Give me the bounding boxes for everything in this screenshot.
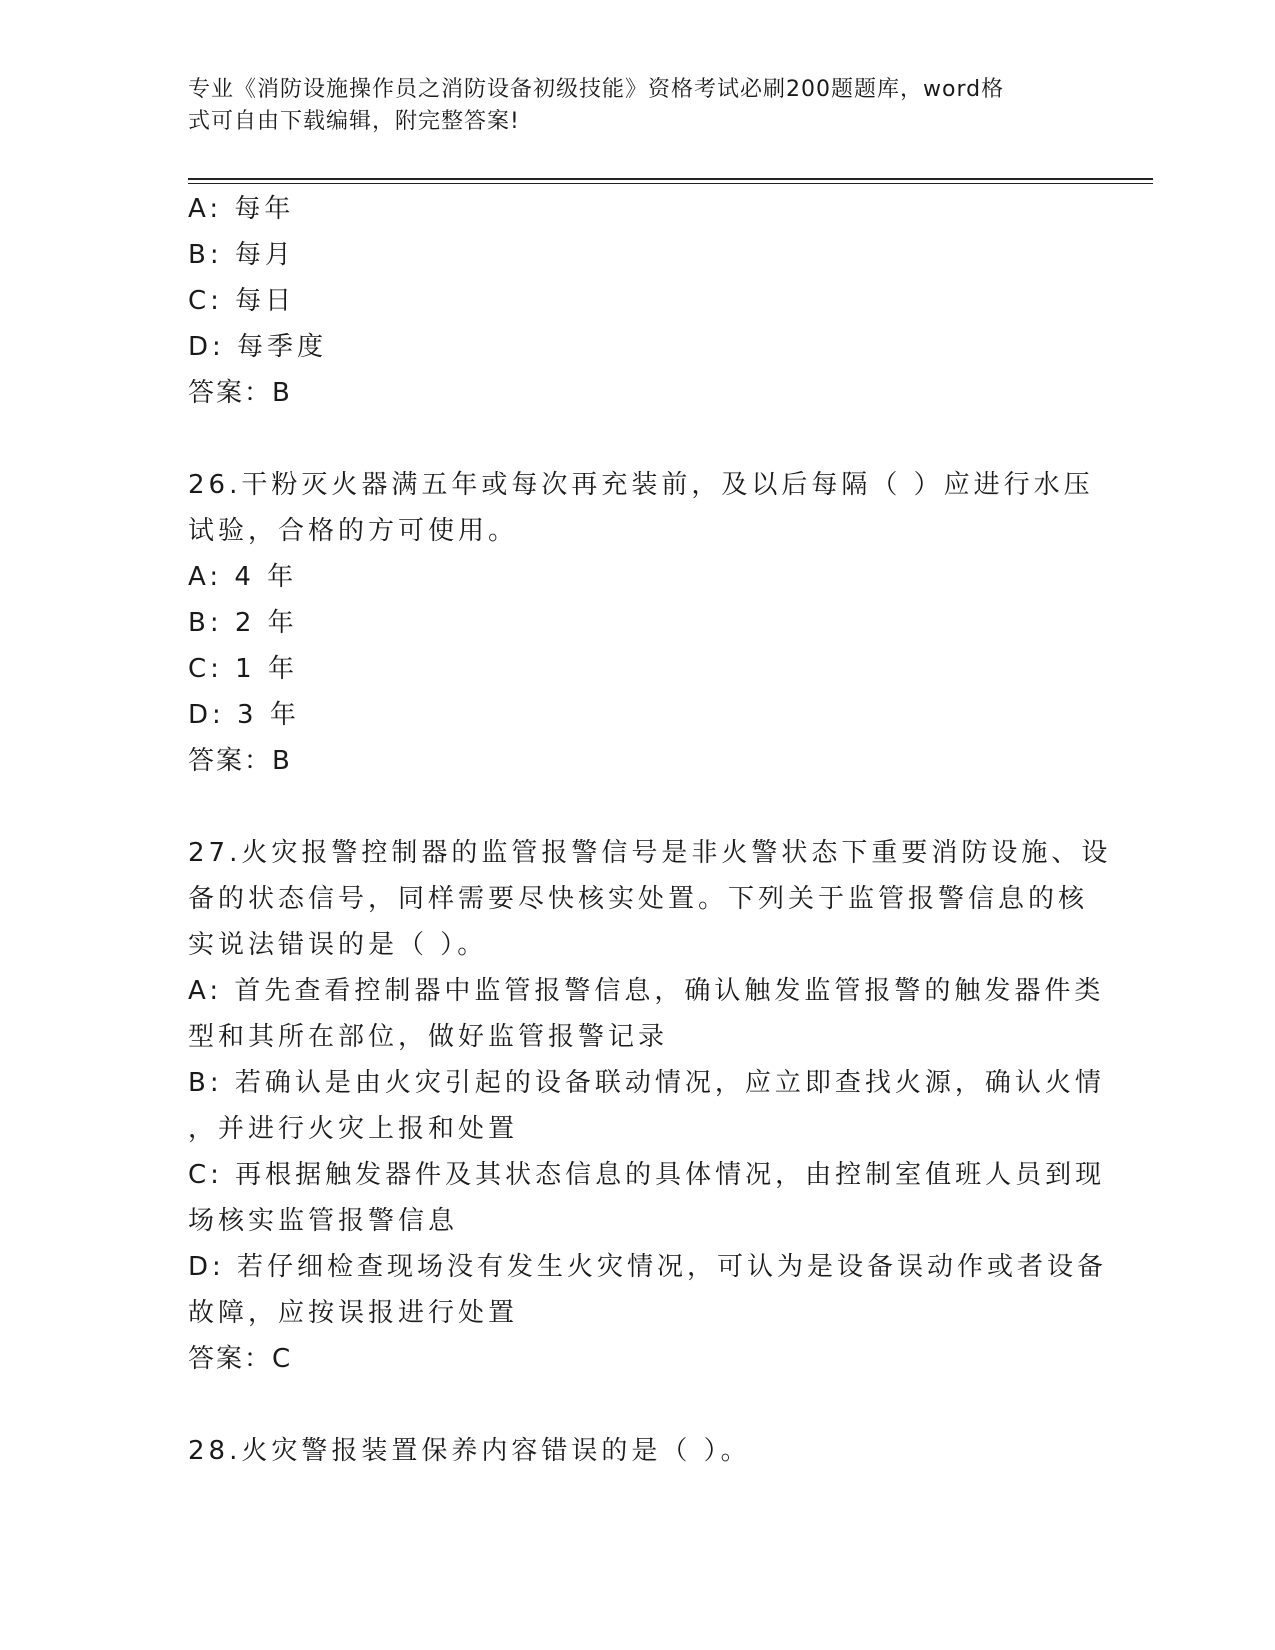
option-a: A: 首先查看控制器中监管报警信息，确认触发监管报警的触发器件类 <box>188 976 1105 1006</box>
page-header <box>188 74 1068 138</box>
option-a: A: 每年 <box>188 194 295 224</box>
answer-line: 答案：C <box>188 1344 293 1374</box>
option-d: D: 每季度 <box>188 332 328 362</box>
question-25 <box>188 186 1078 416</box>
option-c-continued: 场核实监管报警信息 <box>188 1206 459 1236</box>
option-b: B: 每月 <box>188 240 295 270</box>
question-text-line: 27.火灾报警控制器的监管报警信号是非火警状态下重要消防设施、设 <box>188 838 1112 868</box>
question-content <box>188 186 1112 1474</box>
spacer <box>188 784 1078 830</box>
question-text-line: 26.干粉灭火器满五年或每次再充装前，及以后每隔（ ）应进行水压 <box>188 470 1094 500</box>
option-b-continued: ，并进行火灾上报和处置 <box>188 1114 519 1144</box>
question-text-line: 实说法错误的是（ ）。 <box>188 930 488 960</box>
spacer <box>188 416 1078 462</box>
option-c: C: 再根据触发器件及其状态信息的具体情况，由控制室值班人员到现 <box>188 1160 1106 1190</box>
option-d: D: 3 年 <box>188 700 300 730</box>
option-d-continued: 故障，应按误报进行处置 <box>188 1298 519 1328</box>
option-a-continued: 型和其所在部位，做好监管报警记录 <box>188 1022 669 1052</box>
option-b: B: 2 年 <box>188 608 298 638</box>
question-text-line: 试验，合格的方可使用。 <box>188 516 519 546</box>
answer-line: 答案：B <box>188 378 292 408</box>
question-26 <box>188 462 1094 784</box>
option-c: C: 每日 <box>188 286 296 316</box>
spacer <box>188 1382 1078 1428</box>
option-a: A: 4 年 <box>188 562 298 592</box>
header-line-2: 式可自由下载编辑，附完整答案! <box>188 109 520 134</box>
answer-line: 答案：B <box>188 746 292 776</box>
question-27 <box>188 830 1112 1382</box>
question-text-line: 28.火灾警报装置保养内容错误的是（ ）。 <box>188 1436 751 1466</box>
question-text-line: 备的状态信号，同样需要尽快核实处置。下列关于监管报警信息的核 <box>188 884 1089 914</box>
header-line-1: 专业《消防设施操作员之消防设备初级技能》资格考试必刷200题题库，word格 <box>188 77 1005 102</box>
header-divider-thick <box>188 178 1153 180</box>
option-b: B: 若确认是由火灾引起的设备联动情况，应立即查找火源，确认火情 <box>188 1068 1105 1098</box>
option-d: D: 若仔细检查现场没有发生火灾情况，可认为是设备误动作或者设备 <box>188 1252 1108 1282</box>
header-divider-thin <box>188 183 1153 184</box>
option-c: C: 1 年 <box>188 654 298 684</box>
question-28 <box>188 1428 1078 1474</box>
